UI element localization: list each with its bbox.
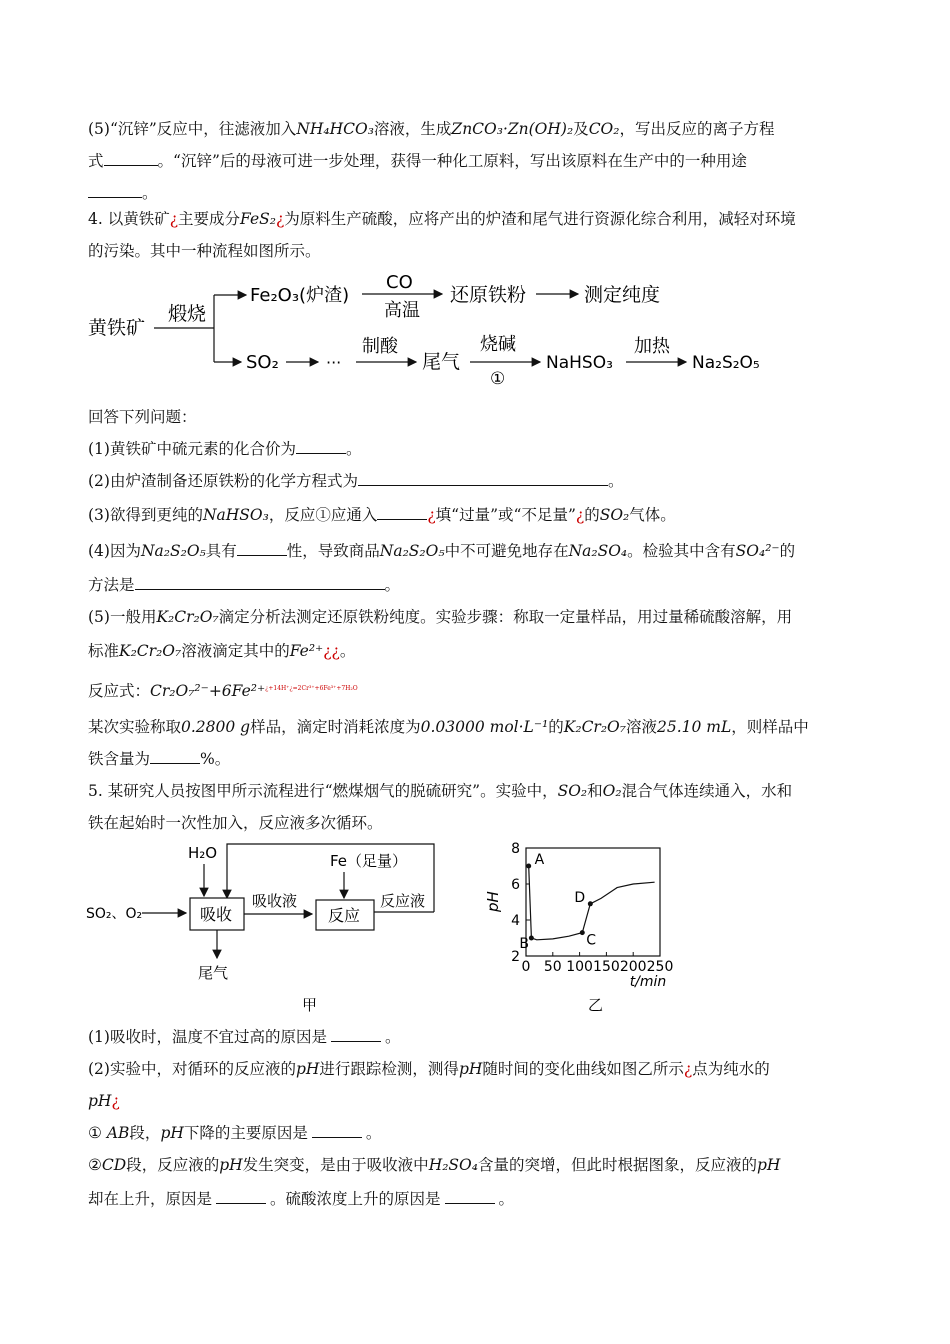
- q4-intro-line1: [88, 208, 862, 230]
- process-diagram: [84, 840, 454, 1020]
- nahso3-label: NaHSO₃: [546, 353, 613, 373]
- dots-label: ···: [326, 353, 342, 372]
- q4-reaction: [88, 678, 862, 702]
- q5-part2-line1: [88, 1058, 862, 1080]
- ph-chart: [478, 838, 698, 1018]
- x-tick-label: 0: [521, 959, 531, 975]
- q4-part5-line2: [88, 640, 862, 662]
- text: 性，导致商品: [286, 542, 380, 560]
- react-liquid-label: 反应液: [380, 892, 426, 910]
- text: 进行跟踪检测，测得: [319, 1060, 459, 1078]
- value: 25.10 mL: [657, 718, 732, 736]
- formula: Fe²⁺: [289, 642, 324, 660]
- answer-blank[interactable]: [331, 1027, 381, 1042]
- heat-label: 加热: [634, 336, 670, 357]
- text: 。硫酸浓度上升的原因是: [270, 1190, 441, 1208]
- text: 反应式：: [88, 682, 151, 701]
- text: (1)黄铁矿中硫元素的化合价为: [88, 440, 296, 458]
- q5-line2: [88, 150, 862, 172]
- iron-label: Fe（足量）: [330, 852, 408, 870]
- text: 。: [384, 1028, 401, 1046]
- text: 。检验其中含有: [627, 542, 736, 560]
- text: 标准: [88, 642, 120, 660]
- formula: O₂: [602, 782, 622, 800]
- text: 溶液滴定其中的: [181, 642, 290, 660]
- text: 段，: [129, 1124, 161, 1142]
- react-label: 反应: [328, 906, 361, 925]
- formula: SO₄²⁻: [735, 542, 780, 560]
- reaction-small-text: ¿+14H⁺¿=2Cr³⁺+6Fe³⁺+7H₂O: [265, 685, 358, 692]
- text: 式: [88, 152, 104, 170]
- q4-calc-line1: [88, 716, 862, 738]
- text: (5)一般用: [88, 608, 157, 626]
- formula: K₂Cr₂O₇: [563, 718, 626, 736]
- text: (4)因为: [88, 542, 141, 560]
- text: 下降的主要原因是: [183, 1124, 308, 1142]
- point-label-b: B: [519, 936, 529, 952]
- tail-gas-label: 尾气: [198, 964, 229, 982]
- purity-label: 测定纯度: [584, 284, 661, 306]
- text: 混合气体连续通入，水和: [621, 782, 793, 800]
- value: 0.2800 g: [181, 718, 251, 736]
- formula: K₂Cr₂O₇: [119, 642, 182, 660]
- answer-blank[interactable]: [237, 541, 287, 556]
- answer-blank[interactable]: [377, 505, 427, 520]
- text: 。: [607, 472, 624, 490]
- co-label: CO: [386, 272, 413, 293]
- text: 随时间的变化曲线如图乙所示: [482, 1060, 684, 1078]
- text: ，反应①应通入: [268, 506, 378, 524]
- text: ②: [88, 1156, 102, 1174]
- text: 及: [573, 120, 589, 138]
- point-d: [588, 901, 593, 906]
- formula: NaHSO₃: [202, 506, 269, 524]
- text: 具有: [205, 542, 237, 560]
- x-tick-label: 100: [566, 959, 593, 975]
- q5-sub1: [88, 1122, 862, 1144]
- x-axis-label: t/min: [629, 974, 667, 990]
- answer-blank[interactable]: [150, 749, 200, 764]
- q4-part1: [88, 438, 862, 460]
- text: 某次实验称取: [88, 718, 182, 736]
- answer-blank[interactable]: [296, 439, 346, 454]
- q5-part1: [88, 1026, 862, 1048]
- text: 。: [339, 642, 356, 660]
- text: (2)由炉渣制备还原铁粉的化学方程式为: [88, 472, 358, 490]
- q4-part5-line1: [88, 606, 862, 628]
- formula: pH: [458, 1060, 483, 1078]
- formula: Na₂SO₄: [568, 542, 628, 560]
- answer-prompt: [88, 406, 862, 428]
- text: 中不可避免地存在: [444, 542, 569, 560]
- answer-blank[interactable]: [88, 183, 142, 198]
- answer-blank[interactable]: [104, 151, 158, 166]
- answer-blank[interactable]: [135, 575, 385, 590]
- chart-caption-yi: 乙: [588, 996, 604, 1014]
- y-tick-label: 2: [511, 949, 520, 965]
- text: 和: [587, 782, 603, 800]
- text: (2)实验中，对循环的反应液的: [88, 1060, 296, 1078]
- formula: pH: [88, 1092, 112, 1110]
- q5-line1: [88, 118, 862, 140]
- y-axis-label: pH: [484, 891, 502, 912]
- text: 溶液，生成: [373, 120, 452, 138]
- text: 回答下列问题：: [88, 408, 197, 426]
- text: 的污染。其中一种流程如图所示。: [88, 242, 321, 260]
- value: 0.03000 mol·L⁻¹: [420, 718, 549, 736]
- answer-blank[interactable]: [358, 471, 608, 486]
- y-tick-label: 6: [511, 877, 520, 893]
- formula: pH: [160, 1124, 184, 1142]
- text: 却在上升，原因是: [88, 1190, 213, 1208]
- formula: ZnCO₃·Zn(OH)₂: [451, 120, 574, 138]
- text: 。: [142, 184, 158, 202]
- formula: CO₂: [588, 120, 620, 138]
- answer-blank[interactable]: [445, 1189, 495, 1204]
- text: %。: [200, 750, 231, 768]
- q4-part4-line2: [88, 574, 862, 596]
- point-label-c: C: [586, 932, 597, 949]
- garbled-char: ¿: [427, 506, 436, 524]
- q4-calc-line2: [88, 748, 862, 770]
- text: (1)吸收时，温度不宜过高的原因是: [88, 1028, 327, 1046]
- garbled-char: ¿: [683, 1060, 693, 1078]
- garbled-char: ¿: [275, 210, 285, 228]
- y-tick-label: 8: [511, 841, 520, 857]
- q4-part3: [88, 504, 862, 526]
- formula: Na₂S₂O₅: [140, 542, 206, 560]
- formula: SO₂: [557, 782, 588, 800]
- text: 。“沉锌”后的母液可进一步处理，获得一种化工原料，写出该原料在生产中的一种用途: [157, 152, 747, 170]
- calcine-label: 煅烧: [168, 303, 207, 325]
- garbled-char: ¿¿: [323, 642, 340, 660]
- text: 方法是: [88, 576, 135, 594]
- point-b: [529, 936, 534, 941]
- text: (3)欲得到更纯的: [88, 506, 203, 524]
- absorb-liquid-label: 吸收液: [252, 892, 298, 910]
- formula: NH₄HCO₃: [296, 120, 374, 138]
- formula: CD: [101, 1156, 127, 1174]
- point-label-a: A: [534, 852, 545, 868]
- text: 点为纯水的: [692, 1060, 770, 1078]
- answer-blank[interactable]: [216, 1189, 266, 1204]
- text: ①: [88, 1124, 107, 1142]
- formula: K₂Cr₂O₇: [156, 608, 219, 626]
- text: 样品，滴定时消耗浓度为: [250, 718, 421, 736]
- water-label: H₂O: [188, 844, 218, 862]
- so2-label: SO₂: [246, 352, 279, 373]
- text: 铁在起始时一次性加入，反应液多次循环。: [88, 814, 383, 832]
- text: 滴定分析法测定还原铁粉纯度。实验步骤：称取一定量样品，用过量稀硫酸溶解，用: [218, 608, 793, 626]
- high-temp-label: 高温: [384, 300, 420, 321]
- garbled-char: ¿: [169, 210, 179, 228]
- formula: FeS₂: [240, 210, 276, 228]
- q4-part2: [88, 470, 862, 492]
- q5-sub2-line2: [88, 1188, 862, 1210]
- x-tick-label: 200: [619, 959, 647, 975]
- formula: pH: [756, 1156, 781, 1174]
- text: 为原料生产硫酸，应将产出的炉渣和尾气进行资源化综合利用，减轻对环境: [284, 210, 796, 228]
- text: 的: [584, 506, 600, 524]
- q5-part2-line2: [88, 1090, 862, 1112]
- q5-line3: [88, 182, 862, 204]
- text: 主要成分: [178, 210, 241, 228]
- formula: H₂SO₄: [428, 1156, 478, 1174]
- x-tick-label: 50: [543, 959, 562, 975]
- point-a: [526, 864, 531, 869]
- iron-powder-label: 还原铁粉: [450, 284, 527, 306]
- text: 发生突变，是由于吸收液中: [242, 1156, 429, 1174]
- answer-blank[interactable]: [312, 1123, 362, 1138]
- alkali-label: 烧碱: [480, 334, 516, 355]
- point-label-d: D: [574, 889, 586, 906]
- absorb-label: 吸收: [200, 905, 233, 924]
- point-c: [580, 930, 585, 935]
- x-tick-label: 150: [593, 959, 620, 975]
- text: 含量的突增，但此时根据图象，反应液的: [477, 1156, 757, 1174]
- text: 5. 某研究人员按图甲所示流程进行“燃煤烟气的脱硫研究”。实验中，: [88, 782, 558, 800]
- garbled-char: ¿: [111, 1092, 120, 1110]
- text: 溶液: [625, 718, 657, 736]
- tailgas-label: 尾气: [422, 351, 461, 373]
- formula: SO₂: [599, 506, 630, 524]
- ore-label: 黄铁矿: [88, 317, 146, 339]
- reaction-equation: Cr₂O₇²⁻+6Fe²⁺: [150, 682, 266, 701]
- text: 气体。: [629, 506, 676, 524]
- text: 。: [345, 440, 362, 458]
- final-product-label: Na₂S₂O₅: [692, 353, 760, 373]
- acid-label: 制酸: [362, 336, 398, 357]
- garbled-char: ¿: [575, 506, 585, 524]
- figure-caption-jia: 甲: [302, 996, 318, 1014]
- text: 4. 以黄铁矿: [88, 210, 170, 228]
- slag-label: Fe₂O₃(炉渣): [250, 285, 350, 306]
- text: 铁含量为: [88, 750, 151, 768]
- formula: pH: [219, 1156, 243, 1174]
- q4-flow-diagram: [86, 270, 786, 390]
- text: ，写出反应的离子方程: [619, 120, 775, 138]
- q5-intro-line1: [88, 780, 862, 802]
- text: 。: [365, 1124, 382, 1142]
- q5-intro-line2: [88, 812, 862, 834]
- q4-intro-line2: [88, 240, 862, 262]
- x-tick-label: 250: [646, 959, 674, 975]
- formula: pH: [295, 1060, 320, 1078]
- formula: Na₂S₂O₅: [379, 542, 445, 560]
- text: 段，反应液的: [126, 1156, 220, 1174]
- text: 的: [548, 718, 564, 736]
- text: 。: [384, 576, 401, 594]
- input-gas-label: SO₂、O₂: [86, 906, 143, 922]
- q5-sub2-line1: [88, 1154, 862, 1176]
- text: ，则样品中: [731, 718, 809, 736]
- text: (5)“沉锌”反应中，往滤液加入: [88, 120, 297, 138]
- text: 。: [498, 1190, 515, 1208]
- step1-label: ①: [490, 369, 506, 389]
- y-tick-label: 4: [511, 913, 520, 929]
- text: 的: [779, 542, 796, 560]
- q4-part4-line1: [88, 540, 862, 562]
- text: 填“过量”或“不足量”: [435, 506, 576, 524]
- formula: AB: [106, 1124, 130, 1142]
